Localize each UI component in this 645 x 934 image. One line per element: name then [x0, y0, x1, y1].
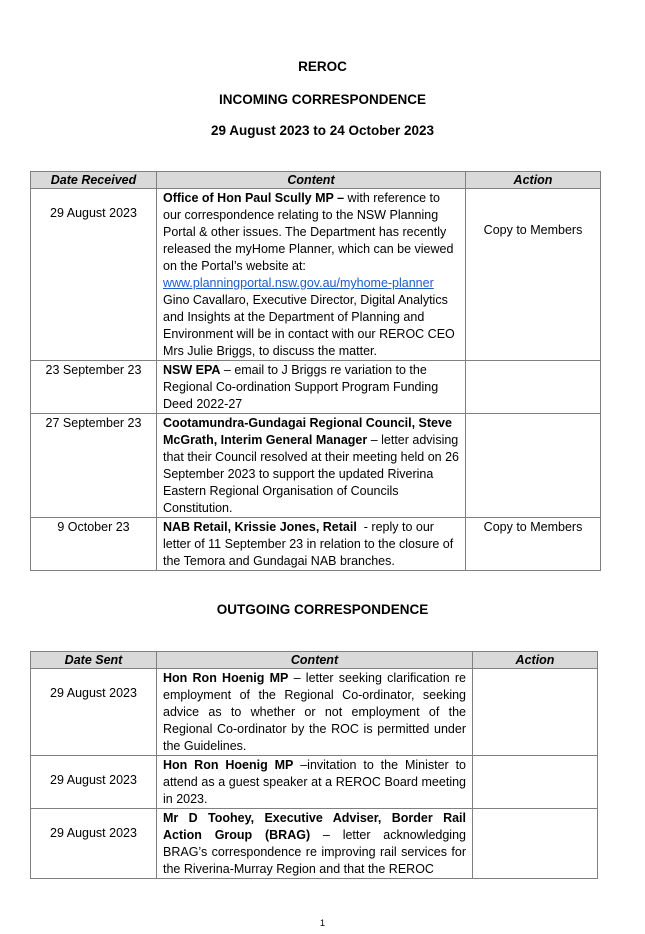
outgoing-table [30, 651, 598, 879]
row-date: 27 September 23 [31, 414, 157, 518]
row-sender: NAB Retail, Krissie Jones, Retail [163, 520, 357, 534]
row-text: – letter advising that their Council resolved at their meeting held on 26 September 2023 to support the updated Riverina Eastern Regional Organisation of Councils Constitution. [163, 433, 460, 515]
col-action: Action [473, 652, 598, 669]
row-sender: Hon Ron Hoenig MP [163, 671, 289, 685]
row-action: Copy to Members [466, 189, 601, 361]
incoming-heading: INCOMING CORRESPONDENCE [218, 92, 426, 107]
row-date: 29 August 2023 [31, 189, 157, 361]
row-content [157, 518, 466, 571]
row-text: – letter acknowledging BRAG’s correspondence re improving rail services for the Riverina-Murray Region and that the REROC [163, 828, 466, 876]
row-text-continued: Gino Cavallaro, Executive Director, Digital Analytics and Insights at the Department of Planning and Environment will be in contact with our REROC CEO Mrs Julie Briggs, to discuss the matter. [163, 293, 455, 358]
row-content [157, 669, 473, 756]
row-date: 9 October 23 [31, 518, 157, 571]
planning-portal-link[interactable]: www.planningportal.nsw.gov.au/myhome-planner [163, 276, 434, 290]
row-text: - reply to our letter of 11 September 23 in relation to the closure of the Temora and Gundagai NAB branches. [163, 520, 457, 568]
table-row [31, 809, 598, 879]
row-sender: Cootamundra-Gundagai Regional Council, Steve McGrath, Interim General Manager [163, 416, 452, 447]
row-text: –invitation to the Minister to attend as a guest speaker at a REROC Board meeting in 2023. [163, 758, 466, 806]
row-text: – letter seeking clarification re employment of the Regional Co-ordinator, seeking advice as to whether or not employment of the Regional Co-ordinator by the ROC is permitted under the Guidelines. [163, 671, 466, 753]
row-sender: Hon Ron Hoenig MP [163, 758, 294, 772]
col-action: Action [466, 172, 601, 189]
row-action [466, 361, 601, 414]
org-title: REROC [298, 59, 347, 74]
row-text: – email to J Briggs re variation to the Regional Co-ordination Support Program Funding Deed 2022-27 [163, 363, 439, 411]
row-action [466, 414, 601, 518]
row-date: 29 August 2023 [31, 756, 157, 809]
incoming-header-row [31, 172, 601, 189]
row-sender: NSW EPA [163, 363, 221, 377]
col-content: Content [157, 172, 466, 189]
row-date: 23 September 23 [31, 361, 157, 414]
row-content [157, 189, 466, 361]
row-content [157, 809, 473, 879]
outgoing-header-row [31, 652, 598, 669]
table-row [31, 414, 601, 518]
row-content [157, 361, 466, 414]
col-content: Content [157, 652, 473, 669]
row-sender: Office of Hon Paul Scully MP – [163, 191, 345, 205]
row-action [473, 809, 598, 879]
col-date-sent: Date Sent [31, 652, 157, 669]
table-row [31, 669, 598, 756]
row-content [157, 414, 466, 518]
table-row [31, 189, 601, 361]
row-action [473, 756, 598, 809]
row-date: 29 August 2023 [31, 809, 157, 879]
row-sender: Mr D Toohey, Executive Adviser, Border Rail Action Group (BRAG) [163, 811, 466, 842]
col-date-received: Date Received [31, 172, 157, 189]
table-row [31, 756, 598, 809]
page-number: 1 [319, 918, 325, 928]
row-text: with reference to our correspondence relating to the NSW Planning Portal & other issues. The Department has recently released the myHome Planner, which can be viewed on the Portal’s website at: [163, 191, 454, 273]
row-date: 29 August 2023 [31, 669, 157, 756]
table-row [31, 518, 601, 571]
row-action [473, 669, 598, 756]
period-heading: 29 August 2023 to 24 October 2023 [210, 123, 435, 138]
row-content [157, 756, 473, 809]
row-action: Copy to Members [466, 518, 601, 571]
outgoing-heading: OUTGOING CORRESPONDENCE [216, 602, 429, 617]
incoming-table [30, 171, 601, 571]
table-row [31, 361, 601, 414]
